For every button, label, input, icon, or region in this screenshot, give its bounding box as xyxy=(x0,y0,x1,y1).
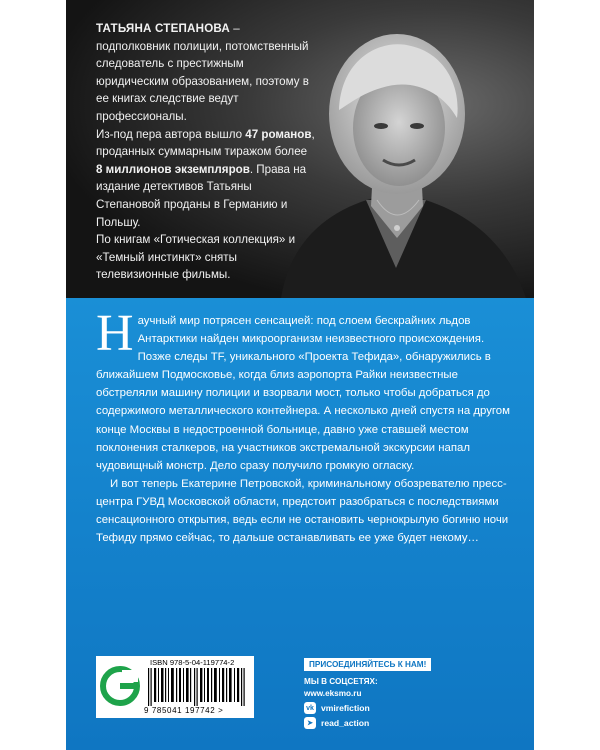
author-name: ТАТЬЯНА СТЕПАНОВА xyxy=(96,22,230,35)
synopsis-paragraph-2: И вот теперь Екатерине Петровской, криминальному обозревателю пресс-центра ГУВД Московской области, предстоит разобраться с последствиями сенсационного открытия, ведь если не остановить чернокрылую богиню ночи Тефиду прямо сейчас, то дальше останавливать ее уже будет некому… xyxy=(96,477,509,545)
vk-row[interactable] xyxy=(304,702,464,714)
bio-dash: – xyxy=(229,22,240,35)
drop-cap: Н xyxy=(96,305,134,362)
synopsis-paragraph-1: аучный мир потрясен сенсацией: под слоем бескрайних льдов Антарктики найден микроорганизм неизвестного происхождения. Позже следы TF, уникального «Проекта Тефида», обнаружились в ближайшем Подмосковье, когда близ аэропорта Райки неизвестные обстреляли машину полиции и взорвали мост, только чтобы добраться до содержимого металлического контейнера. А несколько дней спустя на другом конце Москвы в недостроенной больнице, давно уже ставшей местом поклонения сталкеров, на участников экстремальной экскурсии напал чудовищный монстр. Дело сразу получило громкую огласку. xyxy=(96,315,510,472)
social-label: МЫ В СОЦСЕТЯХ: xyxy=(304,677,378,686)
telegram-handle: read_action xyxy=(321,718,370,728)
bio-copies-count: 8 миллионов экземпляров xyxy=(96,162,250,176)
vk-icon: vk xyxy=(304,702,316,714)
bio-line-2a: Из-под пера автора вышло xyxy=(96,127,246,141)
barcode-bars xyxy=(146,668,250,706)
isbn-number: ISBN 978-5-04-119774-2 xyxy=(150,658,235,667)
bio-line-1: подполковник полиции, потомственный следователь с престижным юридическим образованием, поэтому в ее книгах следствие ведут профессионалы. xyxy=(96,39,309,123)
social-block xyxy=(304,654,464,729)
join-us-banner: ПРИСОЕДИНЯЙТЕСЬ К НАМ! xyxy=(304,658,431,671)
vk-handle: vmirefiction xyxy=(321,703,370,713)
synopsis-section xyxy=(66,298,534,750)
synopsis-text xyxy=(96,305,516,547)
bio-line-3: По книгам «Готическая коллекция» и «Темный инстинкт» сняты телевизионные фильмы. xyxy=(96,233,296,282)
eksmo-logo-icon xyxy=(100,666,140,706)
telegram-icon: ➤ xyxy=(304,717,316,729)
telegram-row[interactable] xyxy=(304,717,464,729)
barcode-block xyxy=(96,656,254,718)
bio-line-2e: . Права на издание детективов Татьяны Степановой проданы в Германию и Польшу. xyxy=(96,162,307,229)
barcode-digits: 9 785041 197742 > xyxy=(144,706,224,715)
author-bio xyxy=(96,20,316,284)
website-link[interactable]: www.eksmo.ru xyxy=(304,689,362,698)
bio-line-2c: , проданных суммарным тиражом более xyxy=(96,127,315,159)
author-photo-section xyxy=(66,0,534,298)
book-back-cover xyxy=(66,0,534,750)
bio-novels-count: 47 романов xyxy=(245,127,312,141)
